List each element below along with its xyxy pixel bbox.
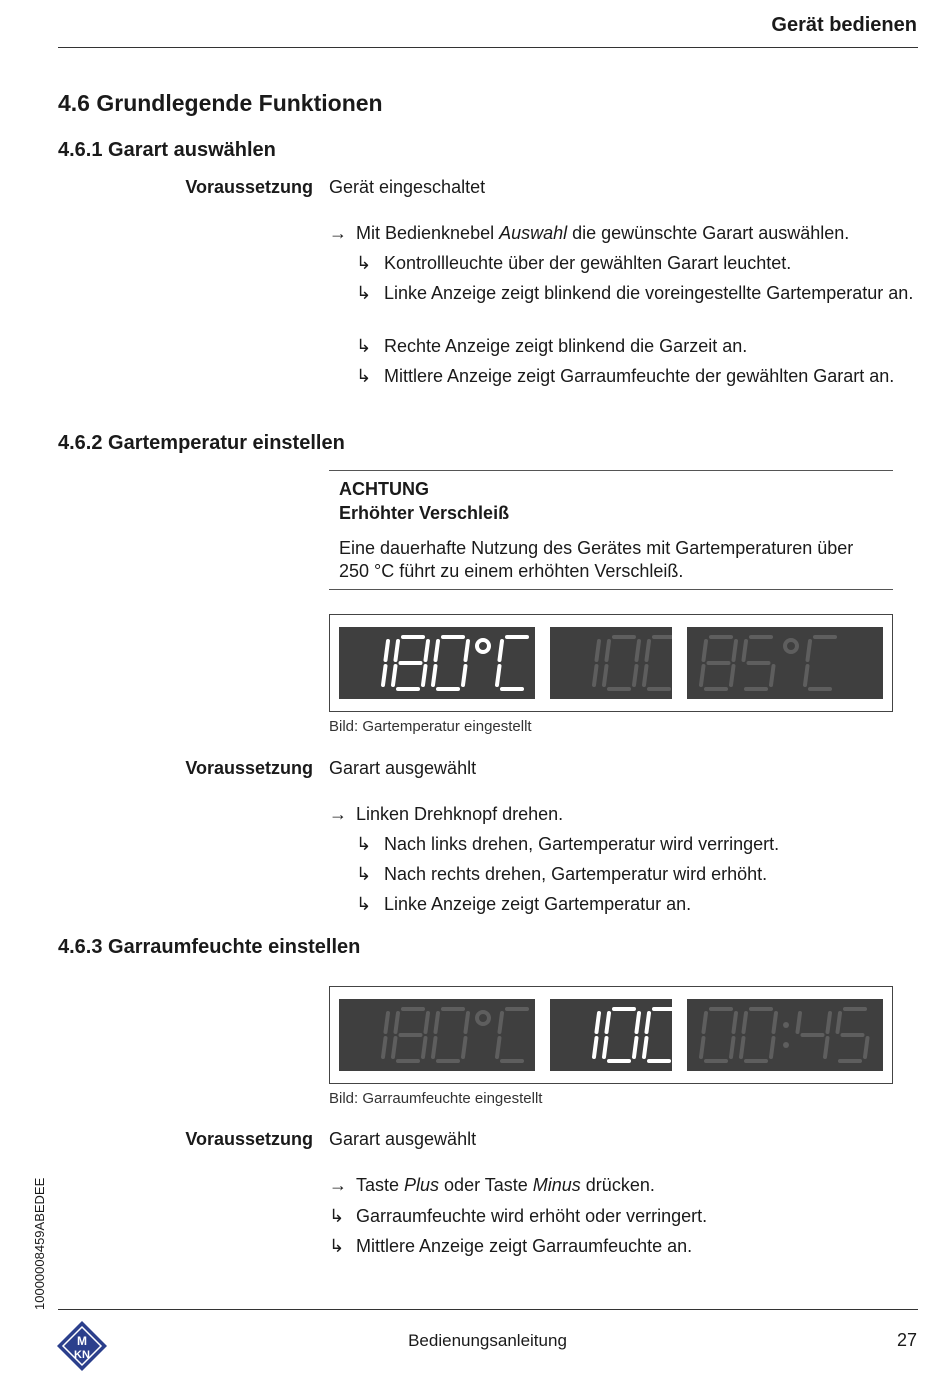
digit-segment (396, 641, 399, 660)
result-3-2: Mittlere Anzeige zeigt Garraumfeuchte an. (356, 1236, 693, 1256)
digit-segment (383, 1038, 386, 1057)
prereq-value-1: Gerät eingeschaltet (329, 177, 486, 197)
result-1-2: Linke Anzeige zeigt blinkend die voreingestellte Gartemperatur an. (384, 283, 914, 303)
display-middle (550, 999, 672, 1071)
digit-segment (423, 1038, 426, 1057)
digit-segment (607, 641, 610, 660)
digit-segment (741, 1038, 744, 1057)
digit-segment (497, 1038, 500, 1057)
degree-segment (785, 640, 797, 652)
result-arrow-icon: ↳ (356, 366, 372, 386)
prereq-label-1: Voraussetzung (185, 177, 313, 197)
digit-segment (497, 666, 500, 685)
seg-display (339, 999, 535, 1071)
digit-segment (393, 666, 396, 685)
result-arrow-icon: ↳ (329, 1206, 345, 1226)
digit-segment (774, 1013, 777, 1032)
result-arrow-icon: ↳ (356, 864, 372, 884)
digit-segment (637, 641, 640, 660)
digit-segment (734, 641, 737, 660)
digit-segment (463, 1038, 466, 1057)
display-panel-1 (329, 614, 893, 712)
digit-segment (426, 1013, 429, 1032)
figure-caption-1: Bild: Gartemperatur eingestellt (329, 718, 532, 735)
digit-segment (607, 1013, 610, 1032)
seg-display (687, 999, 883, 1071)
digit-segment (701, 1038, 704, 1057)
digit-segment (436, 641, 439, 660)
subsection-title-1: 4.6.1 Garart auswählen (58, 139, 276, 161)
header-rule (58, 47, 918, 48)
digit-segment (644, 1038, 647, 1057)
digit-segment (423, 666, 426, 685)
digit-segment (798, 1013, 801, 1032)
step-3: Taste Plus oder Taste Minus drücken. (356, 1175, 655, 1195)
digit-segment (771, 666, 774, 685)
digit-segment (594, 666, 597, 685)
section-title: 4.6 Grundlegende Funktionen (58, 90, 383, 116)
digit-segment (436, 1013, 439, 1032)
step-1: Mit Bedienknebel Auswahl die gewünschte Garart auswählen. (356, 223, 850, 243)
svg-text:M: M (77, 1334, 87, 1348)
seg-display (550, 999, 672, 1071)
step-arrow-icon: → (329, 223, 347, 243)
digit-segment (825, 1038, 828, 1057)
result-arrow-icon: ↳ (329, 1236, 345, 1256)
display-left (339, 999, 535, 1071)
seg-display (550, 627, 672, 699)
prereq-value-2: Garart ausgewählt (329, 758, 477, 778)
result-arrow-icon: ↳ (356, 283, 372, 303)
colon-segment (783, 1022, 789, 1028)
footer-rule (58, 1309, 918, 1310)
result-1-3: Rechte Anzeige zeigt blinkend die Garzeit an. (384, 336, 748, 356)
digit-segment (865, 1038, 868, 1057)
digit-segment (838, 1013, 841, 1032)
digit-segment (433, 666, 436, 685)
page-number: 27 (896, 1330, 917, 1350)
digit-segment (644, 666, 647, 685)
figure-caption-2: Bild: Garraumfeuchte eingestellt (329, 1090, 543, 1107)
degree-segment (477, 640, 489, 652)
digit-segment (734, 1013, 737, 1032)
digit-segment (805, 666, 808, 685)
seg-display (687, 627, 883, 699)
notice-text: Eine dauerhafte Nutzung des Gerätes mit Gartemperaturen über 250 °C führt zu einem erhöhten Verschleiß. (339, 538, 854, 581)
svg-text:KN: KN (74, 1349, 90, 1361)
digit-segment (604, 1038, 607, 1057)
document-code: 10000008459ABEDEE (32, 1177, 47, 1310)
digit-segment (383, 666, 386, 685)
digit-segment (393, 1038, 396, 1057)
notice-box (329, 470, 893, 590)
subsection-title-3: 4.6.3 Garraumfeuchte einstellen (58, 936, 361, 958)
digit-segment (731, 1038, 734, 1057)
digit-segment (637, 1013, 640, 1032)
footer-title: Bedienungsanleitung (408, 1331, 567, 1350)
prereq-label-2: Voraussetzung (185, 758, 313, 778)
digit-segment (647, 641, 650, 660)
result-2-1: Nach links drehen, Gartemperatur wird verringert. (384, 834, 780, 854)
digit-segment (500, 1013, 503, 1032)
digit-segment (597, 641, 600, 660)
step-arrow-icon: → (329, 804, 347, 824)
seg-display (339, 627, 535, 699)
colon-segment (783, 1042, 789, 1048)
digit-segment (744, 641, 747, 660)
digit-segment (466, 641, 469, 660)
digit-segment (701, 666, 704, 685)
digit-segment (731, 666, 734, 685)
display-right (687, 627, 883, 699)
digit-segment (433, 1038, 436, 1057)
digit-segment (597, 1013, 600, 1032)
degree-segment (477, 1012, 489, 1024)
digit-segment (386, 1013, 389, 1032)
result-3-1: Garraumfeuchte wird erhöht oder verringert. (356, 1206, 708, 1226)
display-right (687, 999, 883, 1071)
result-arrow-icon: ↳ (356, 834, 372, 854)
digit-segment (771, 1038, 774, 1057)
digit-segment (396, 1013, 399, 1032)
prereq-value-3: Garart ausgewählt (329, 1129, 477, 1149)
subsection-title-2: 4.6.2 Gartemperatur einstellen (58, 432, 345, 454)
digit-segment (704, 641, 707, 660)
result-1-4: Mittlere Anzeige zeigt Garraumfeuchte der gewählten Garart an. (384, 366, 895, 386)
digit-segment (647, 1013, 650, 1032)
result-arrow-icon: ↳ (356, 894, 372, 914)
notice-signal-word: ACHTUNG (339, 479, 429, 499)
digit-segment (604, 666, 607, 685)
display-panel-2 (329, 986, 893, 1084)
digit-segment (634, 666, 637, 685)
step-arrow-icon: → (329, 1175, 347, 1195)
digit-segment (594, 1038, 597, 1057)
digit-segment (426, 641, 429, 660)
display-left (339, 627, 535, 699)
digit-segment (386, 641, 389, 660)
result-1-1: Kontrollleuchte über der gewählten Garart leuchtet. (384, 253, 792, 273)
result-arrow-icon: ↳ (356, 253, 372, 273)
digit-segment (828, 1013, 831, 1032)
notice-heading: Erhöhter Verschleiß (339, 503, 510, 523)
result-2-3: Linke Anzeige zeigt Gartemperatur an. (384, 894, 692, 914)
digit-segment (463, 666, 466, 685)
display-middle (550, 627, 672, 699)
result-arrow-icon: ↳ (356, 336, 372, 356)
digit-segment (704, 1013, 707, 1032)
header-title: Gerät bedienen (771, 14, 917, 36)
digit-segment (744, 1013, 747, 1032)
digit-segment (808, 641, 811, 660)
digit-segment (634, 1038, 637, 1057)
digit-segment (500, 641, 503, 660)
prereq-label-3: Voraussetzung (185, 1129, 313, 1149)
digit-segment (466, 1013, 469, 1032)
step-2: Linken Drehknopf drehen. (356, 804, 564, 824)
result-2-2: Nach rechts drehen, Gartemperatur wird erhöht. (384, 864, 768, 884)
